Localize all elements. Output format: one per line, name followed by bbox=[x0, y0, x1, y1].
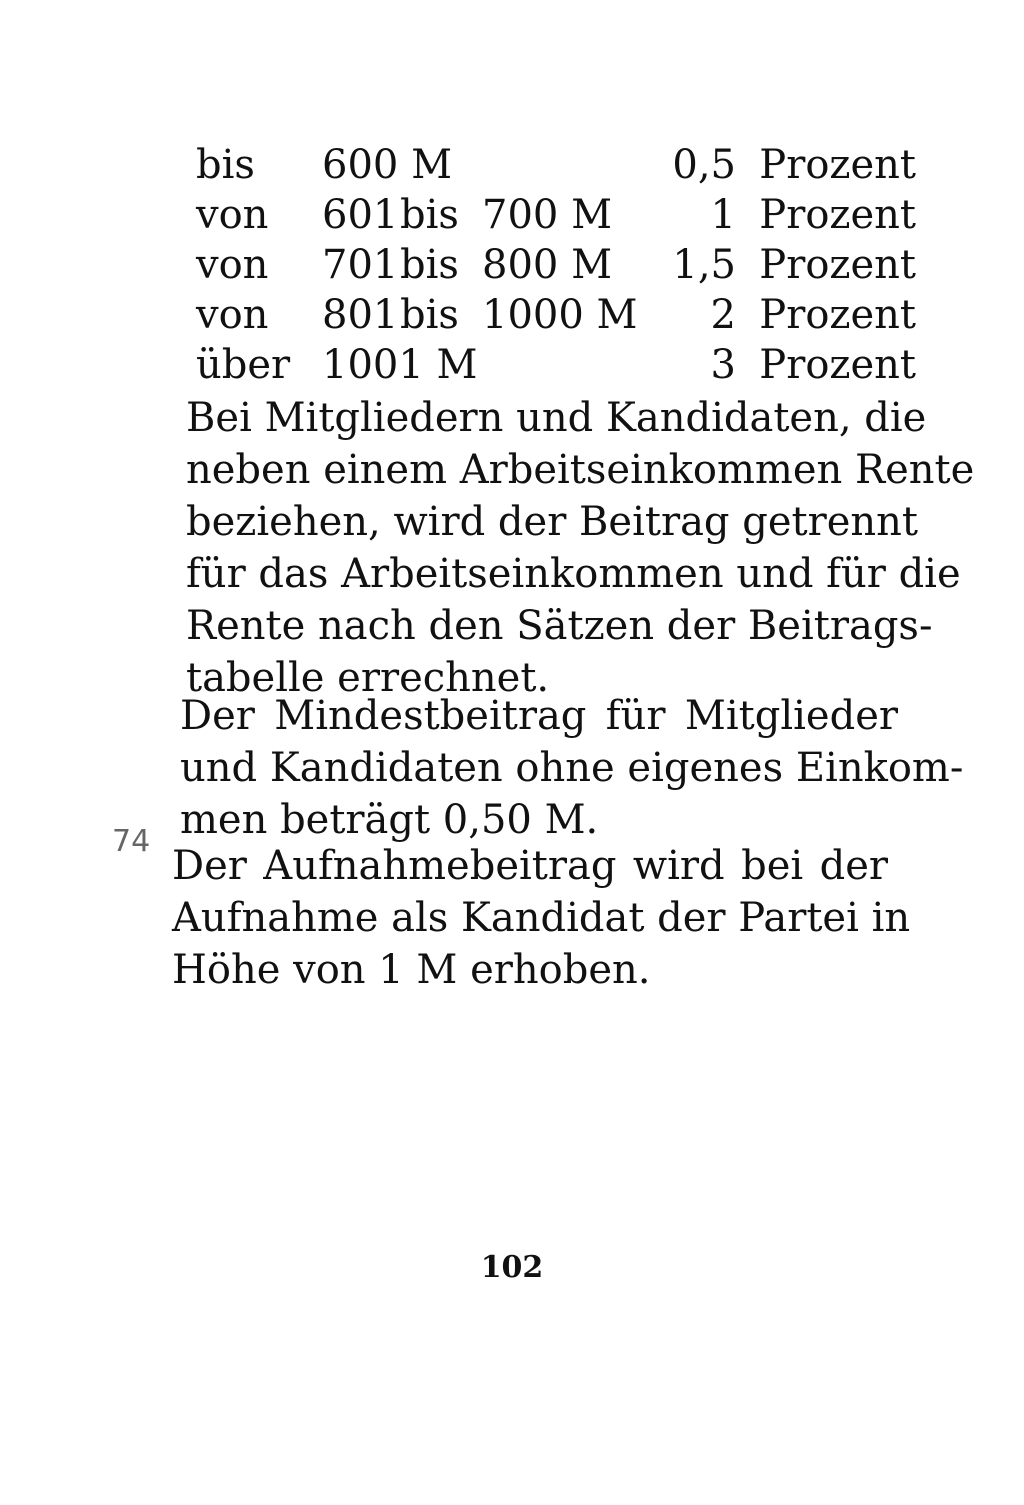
paragraph-admission bbox=[172, 840, 911, 996]
fee-rate: 1,5 bbox=[672, 242, 736, 288]
fee-to: 800 M bbox=[482, 242, 613, 288]
fee-rate: 3 bbox=[710, 342, 736, 388]
fee-to: 700 M bbox=[482, 192, 613, 238]
fee-row bbox=[196, 140, 916, 190]
fee-row bbox=[196, 240, 916, 290]
fee-prefix: von bbox=[196, 192, 269, 238]
fee-from: 801 bbox=[322, 292, 399, 338]
fee-unit: Prozent bbox=[759, 342, 916, 388]
fee-row bbox=[196, 190, 916, 240]
text-line: neben einem Arbeitseinkommen Rente bbox=[186, 447, 975, 493]
paragraph-minimum bbox=[180, 690, 964, 846]
fee-bis: bis bbox=[400, 192, 459, 238]
text-line: und Kandidaten ohne eigenes Einkom- bbox=[180, 745, 964, 791]
fee-to: 1000 M bbox=[482, 292, 638, 338]
fee-from: 701 bbox=[322, 242, 399, 288]
fee-bis: bis bbox=[400, 242, 459, 288]
text-line: Höhe von 1 M erhoben. bbox=[172, 947, 651, 993]
text-line: tabelle errechnet. bbox=[186, 655, 550, 701]
text-line: beziehen, wird der Beitrag getrennt bbox=[186, 499, 918, 545]
fee-rate: 1 bbox=[710, 192, 736, 238]
fee-bis: bis bbox=[400, 292, 459, 338]
fee-prefix: von bbox=[196, 292, 269, 338]
fee-prefix: über bbox=[196, 342, 291, 388]
fee-prefix: bis bbox=[196, 142, 255, 188]
text-line: Aufnahme als Kandidat der Partei in bbox=[172, 895, 911, 941]
fee-rate: 0,5 bbox=[672, 142, 736, 188]
text-line: für das Arbeitseinkommen und für die bbox=[186, 551, 961, 597]
text-line: Der Mindestbeitrag für Mitglieder bbox=[180, 693, 898, 739]
fee-from: 600 M bbox=[322, 142, 453, 188]
fee-unit: Prozent bbox=[759, 242, 916, 288]
marginal-number: 74 bbox=[112, 824, 151, 859]
fee-table bbox=[196, 140, 916, 390]
text-line: Rente nach den Sätzen der Beitrags- bbox=[186, 603, 933, 649]
fee-unit: Prozent bbox=[759, 142, 916, 188]
fee-rate: 2 bbox=[710, 292, 736, 338]
fee-prefix: von bbox=[196, 242, 269, 288]
text-line: men beträgt 0,50 M. bbox=[180, 797, 599, 843]
text-line: Bei Mitgliedern und Kandidaten, die bbox=[186, 395, 927, 441]
fee-row bbox=[196, 340, 916, 390]
paragraph-pensions bbox=[186, 392, 975, 704]
page-number: 102 bbox=[480, 1250, 544, 1285]
fee-from: 1001 M bbox=[322, 342, 478, 388]
fee-unit: Prozent bbox=[759, 292, 916, 338]
text-line: Der Aufnahmebeitrag wird bei der bbox=[172, 843, 888, 889]
fee-unit: Prozent bbox=[759, 192, 916, 238]
fee-from: 601 bbox=[322, 192, 399, 238]
fee-row bbox=[196, 290, 916, 340]
